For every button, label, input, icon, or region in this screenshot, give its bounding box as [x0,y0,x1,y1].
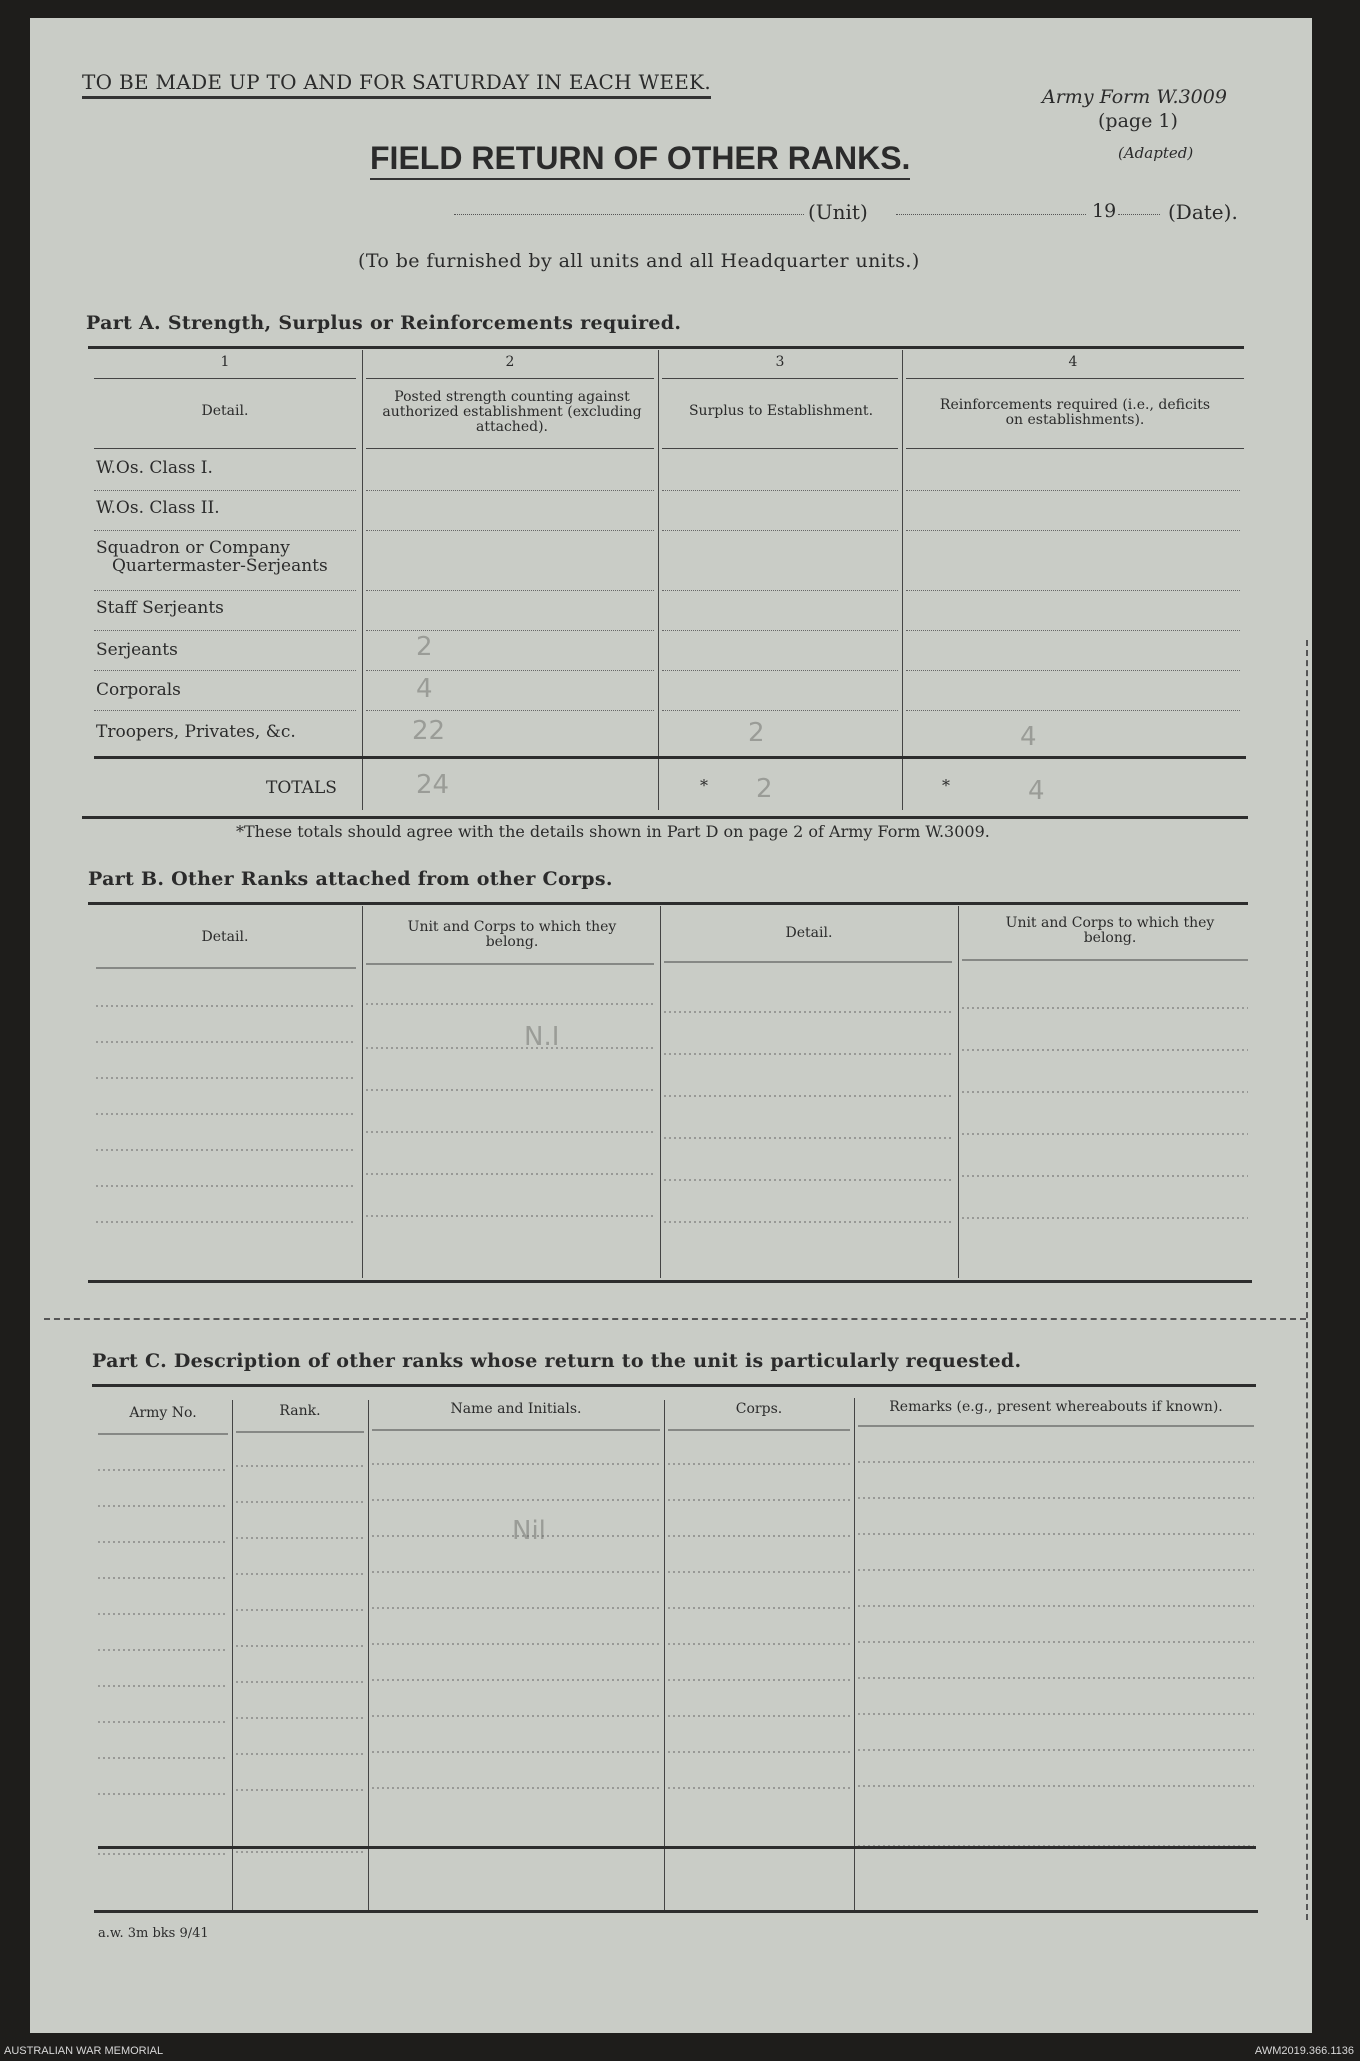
furnish-note: (To be furnished by all units and all Headquarter units.) [358,250,920,272]
part-b-header-detail-2: Detail. [785,925,833,941]
date-field[interactable] [896,198,1086,215]
row-label: Corporals [96,680,181,700]
adapted-note: (Adapted) [1118,144,1194,162]
reinforcements-asterisk: * [942,776,950,795]
posted-cell[interactable] [366,490,654,491]
part-b-header-unit-1: Unit and Corps to which they belong. [407,919,617,950]
part-b-title: Part B. Other Ranks attached from other Corps. [88,868,613,890]
handwritten-surplus: 2 [748,718,765,748]
part-c-bottom-rule [94,1910,1258,1913]
part-a-divider-1 [362,350,363,810]
row-label: W.Os. Class II. [96,498,220,518]
surplus-cell[interactable] [662,630,898,631]
posted-cell[interactable] [366,670,654,671]
surplus-cell[interactable] [662,490,898,491]
part-a-divider-3 [902,350,903,810]
row-label: W.Os. Class I. [96,458,213,478]
posted-cell[interactable] [366,530,654,531]
col-number-2: 2 [505,354,515,370]
reinforcements-cell[interactable] [906,630,1240,631]
row-label: Troopers, Privates, &c. [96,722,296,742]
col-rule-1 [94,378,356,379]
totals-label: TOTALS [266,778,337,798]
row-rule [94,630,356,631]
surplus-cell[interactable] [662,590,898,591]
part-c-lower-rule [98,1846,1256,1849]
part-b-nil-entry: N.I [524,1022,560,1052]
posted-cell[interactable] [366,630,654,631]
col-number-4: 4 [1068,354,1078,370]
header-rule-1 [94,448,356,449]
col-header-surplus: Surplus to Establishment. [688,403,874,419]
part-c-header-rank: Rank. [279,1403,321,1419]
part-c-header-corps: Corps. [735,1401,783,1417]
form-number: Army Form W.3009 [1042,86,1227,108]
reinforcements-cell[interactable] [906,530,1240,531]
page-number: (page 1) [1098,110,1178,132]
row-rule [94,710,356,711]
part-c-header-name: Name and Initials. [450,1401,582,1417]
header-rule-4 [906,448,1244,449]
side-perforation [1306,640,1308,1920]
row-rule [94,530,356,531]
form-title: FIELD RETURN OF OTHER RANKS. [370,140,910,180]
part-a-divider-2 [658,350,659,810]
total-posted: 24 [416,770,450,800]
unit-label: (Unit) [808,200,868,224]
col-number-3: 3 [775,354,785,370]
part-b-bottom-rule [88,1280,1252,1283]
reinforcements-cell[interactable] [906,710,1240,711]
handwritten-posted: 22 [412,716,446,746]
archive-name: AUSTRALIAN WAR MEMORIAL [4,2045,164,2057]
part-c-header-army-no: Army No. [129,1405,197,1421]
part-c-title: Part C. Description of other ranks whose return to the unit is particularly requested. [92,1350,1022,1372]
archive-caption-bar [0,2041,1360,2061]
part-a-footnote: *These totals should agree with the details shown in Part D on page 2 of Army Form W.3009. [236,822,990,841]
total-surplus: 2 [756,774,773,804]
handwritten-posted: 4 [416,674,433,704]
part-a-bottom-rule [82,816,1248,819]
col-number-1: 1 [220,354,230,370]
part-a-title: Part A. Strength, Surplus or Reinforcements required. [86,312,682,334]
handwritten-posted: 2 [416,632,433,662]
date-label: (Date). [1168,200,1238,224]
perforation-line [44,1318,1306,1320]
row-rule [94,590,356,591]
surplus-cell[interactable] [662,670,898,671]
instruction-header: TO BE MADE UP TO AND FOR SATURDAY IN EACH WEEK. [82,70,711,99]
col-rule-3 [662,378,898,379]
header-rule-2 [366,448,654,449]
row-rule [94,490,356,491]
unit-field[interactable] [454,198,804,215]
col-header-posted: Posted strength counting against authorized establishment (excluding attached). [382,389,642,435]
year-prefix: 19 [1092,200,1117,222]
totals-rule [94,756,1246,759]
part-b-header-detail-1: Detail. [201,929,249,945]
surplus-cell[interactable] [662,710,898,711]
handwritten-reinforcements: 4 [1020,722,1037,752]
reinforcements-cell[interactable] [906,590,1240,591]
col-rule-4 [906,378,1244,379]
row-label: Serjeants [96,640,178,660]
part-b-grid [88,904,1256,1284]
archive-id: AWM2019.366.1136 [1254,2045,1354,2057]
row-label: Staff Serjeants [96,598,224,618]
part-b-header-unit-2: Unit and Corps to which they belong. [1005,915,1215,946]
surplus-cell[interactable] [662,530,898,531]
part-c-grid [92,1386,1260,1910]
posted-cell[interactable] [366,590,654,591]
posted-cell[interactable] [366,710,654,711]
row-rule [94,670,356,671]
total-reinforcements: 4 [1028,776,1045,806]
col-header-reinforcements: Reinforcements required (i.e., deficits on establishments). [939,397,1211,428]
header-rule-3 [662,448,898,449]
row-label: Squadron or Company [96,538,290,558]
row-label-line2: Quartermaster-Serjeants [112,556,328,576]
reinforcements-cell[interactable] [906,490,1240,491]
part-c-nil-entry: Nil [512,1516,546,1546]
part-a-top-rule [88,346,1244,349]
reinforcements-cell[interactable] [906,670,1240,671]
col-header-detail: Detail. [201,403,249,419]
year-field[interactable] [1118,198,1160,215]
print-code: a.w. 3m bks 9/41 [98,1926,209,1941]
surplus-asterisk: * [700,776,708,795]
col-rule-2 [366,378,654,379]
part-c-header-remarks: Remarks (e.g., present whereabouts if known). [889,1399,1223,1415]
